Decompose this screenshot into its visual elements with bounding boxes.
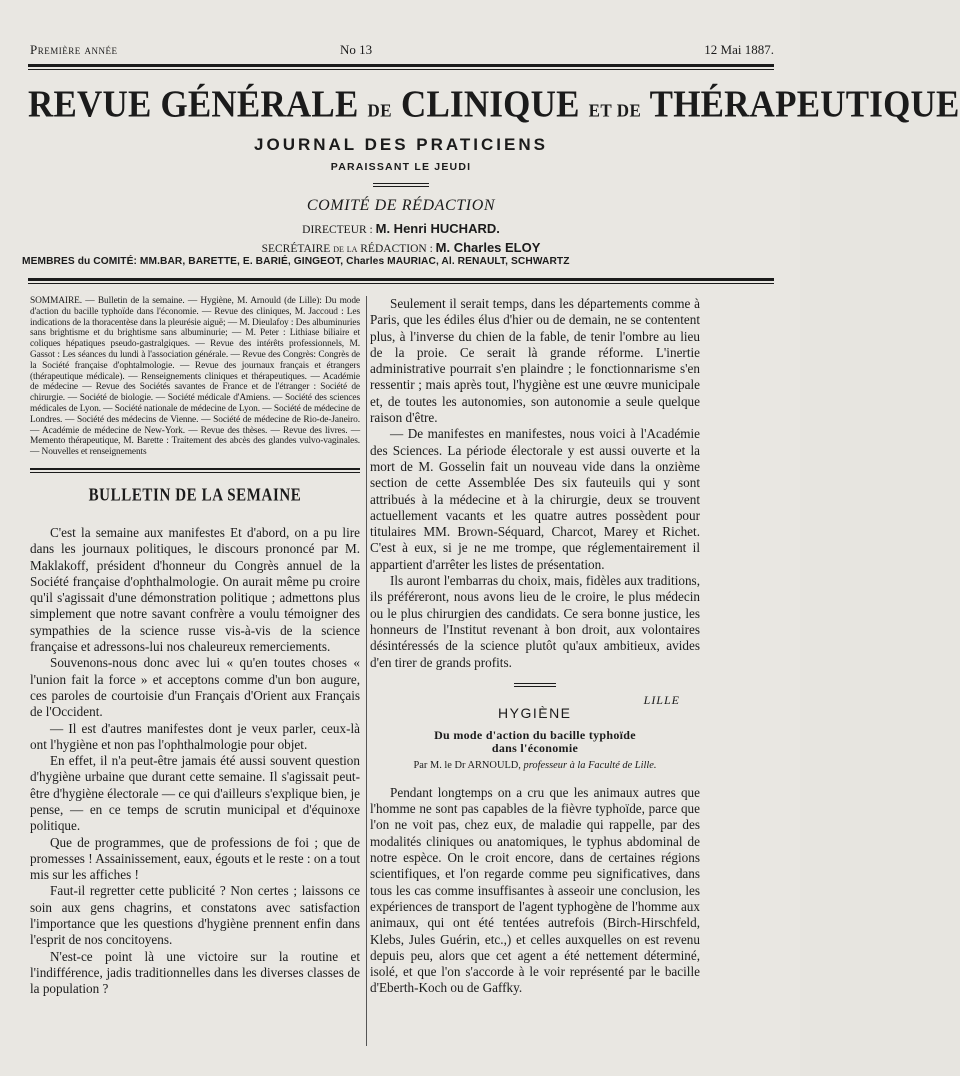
secretary-label: SECRÉTAIRE de la RÉDACTION : — [261, 243, 433, 255]
masthead-frequency: PARAISSANT LE JEUDI — [330, 161, 472, 173]
byline-role: professeur à la Faculté de Lille. — [523, 759, 657, 771]
director-name: M. Henri HUCHARD. — [375, 221, 500, 236]
editorial-committee — [28, 197, 774, 255]
bulletin-continued — [370, 296, 700, 671]
left-column — [30, 296, 360, 998]
article-body — [370, 785, 700, 997]
header-rule — [28, 64, 774, 67]
article-byline — [370, 760, 700, 771]
summary-text: — Bulletin de la semaine. — Hygiène, M. Arnould (de Lille): Du mode d'action du bacille typhoïde dans l'économie. — Revue des cliniques, M. Jaccoud : Les indications de la thoracentèse dans la pleurésie aiguë; — M. Dieulafoy : Des albuminuries sans brightisme et du brightisme sans albuminurie; — M. Peter : Lithiase biliaire et coliques hépatiques pseudo-gastralgiques. — Revue des intérêts professionnels, M. Gassot : Les séances du lundi à l'association générale. — Revue des Congrès: Congrès de la Société française d'ophtalmologie. — Revue des journaux français et étrangers (thérapeutique médicale). — Renseignements cliniques et thérapeutiques. — Académie de médecine — Revue des Sociétés savantes de France et de l'étranger : Société de chirurgie. — Société de biologie. — Société médicale d'Amiens. — Société des sciences médicales de Lyon. — Société nationale de médecine de Lyon. — Société de médecine de Londres. — Société des médecins de Vienne. — Société de médecine de Rio-de-Janeiro. — Académie de médecine de New-York. — Revue des thèses. — Revue des livres. — Memento thérapeutique, M. Barette : Traitement des abcès des glandes vulvo-vaginales. — Nouvelles et renseignements — [30, 296, 360, 458]
director-label: DIRECTEUR : — [302, 224, 373, 236]
masthead — [28, 83, 960, 187]
article-title-line: dans l'économie — [491, 740, 579, 755]
committee-members: MEMBRES du COMITÉ: MM.BAR, BARETTE, E. BARIÉ, GINGEOT, Charles MAURIAC, Al. RENAULT, SCHWARTZ — [22, 256, 570, 267]
column-divider — [366, 296, 367, 1046]
bulletin-body — [30, 525, 360, 998]
paragraph: C'est la semaine aux manifestes Et d'abord, on a pu lire dans les journaux politiques, le discours prononcé par M. Maklakoff, président d'honneur du Congrès annuel de la Société française d'ophthalmologie. On aurait même pu croire qu'il s'agissait d'une démonstration politique ; admettons plus simplement que notre savant confrère a voulu témoigner des sympathies de la science russe vis-à-vis de la science française et adressons-lui nos chaleureux remerciements. — [30, 524, 360, 655]
summary-block — [30, 296, 360, 458]
committee-title: COMITÉ DE RÉDACTION — [306, 197, 496, 214]
paragraph: Souvenons-nous donc avec lui « qu'en toutes choses « l'union fait la force » et acceptons comme d'un bon augure, ces paroles de courtoisie d'un Français d'Orient aux Français de l'Occident. — [30, 655, 360, 720]
summary-label: SOMMAIRE. — [30, 296, 82, 306]
bulletin-heading: BULLETIN DE LA SEMAINE — [88, 486, 302, 506]
paragraph: Ils auront l'embarras du choix, mais, fidèles aux traditions, ils préféreront, nous avons lieu de le croire, le plus médecin ou le plus chirurgien des candidats. Ce sera bonne justice, les honneurs de l'Institut revenant à bon droit, aux volontaires désintéressés de la science plutôt qu'aux ambitieux, avides d'en tirer de grands profits. — [370, 573, 700, 670]
masthead-title — [28, 83, 960, 133]
title-part: THÉRAPEUTIQUE — [649, 83, 960, 126]
ornament-divider — [373, 183, 429, 187]
paragraph: — De manifestes en manifestes, nous voici à l'Académie des Sciences. La période électorale y est aussi ouverte et la mort de M. Gosselin fait un nouveau vide dans la onzième section de cette Assemblée Des six fauteuils qui y sont attribués à la médecine et à la chirurgie, deux se trouvent actuellement vacants et les quatre autres possèdent pour titulaires MM. Brown-Séquard, Charcot, Marey et Richet. C'est à eux, si je ne me trompe, que réglementairement il appartient d'arrêter les listes de présentation. — [370, 426, 700, 572]
section-rule-thin — [28, 283, 774, 284]
section-rule — [28, 278, 774, 281]
byline-author: Par M. le Dr ARNOULD, — [413, 759, 521, 771]
place-name: LILLE — [643, 692, 680, 707]
bulletin-rule-thin — [30, 472, 360, 473]
secretary-name: M. Charles ELOY — [435, 240, 541, 255]
paragraph: Seulement il serait temps, dans les départements comme à Paris, que les édiles élus d'hier ou de demain, ne se contentent plus, à l'inverse du chien de la fable, de tenir l'ombre au lieu de la proie. Ce serait là grande réforme. L'inertie administrative pourrait s'en plaindre ; le fonctionnarisme s'en ressentir ; mais après tout, l'hygiène est une œuvre municipale et, de toutes les autonomies, son autonomie a seule quelque raison d'être. — [370, 296, 700, 426]
issue-number: No 13 — [340, 42, 373, 57]
issue-year: Première année — [30, 42, 118, 57]
paragraph: Faut-il regretter cette publicité ? Non certes ; laissons ce soin aux gens chagrins, et constatons avec satisfaction l'importance que les questions d'hygiène prennent enfin dans l'esprit de nos concitoyens. — [30, 883, 360, 948]
director-line — [28, 221, 774, 236]
paragraph: Que de programmes, que de professions de foi ; que de promesses ! Assainissement, eaux, égouts et le reste : on a tout mis sur les affiches ! — [30, 834, 360, 883]
secretary-line — [28, 240, 774, 255]
right-column — [370, 296, 700, 997]
title-part: REVUE GÉNÉRALE — [28, 83, 359, 126]
paragraph: — Il est d'autres manifestes dont je veux parler, ceux-là ont l'hygiène et non pas l'ophthalmologie pour objet. — [30, 720, 360, 752]
hygiene-header — [370, 687, 700, 721]
masthead-subtitle: JOURNAL DES PRATICIENS — [254, 135, 548, 154]
bulletin-rule — [30, 468, 360, 470]
issue-date: 12 Mai 1887. — [704, 42, 774, 57]
paragraph: N'est-ce point là une victoire sur la routine et l'indifférence, jadis traditionnelles dans les diverses classes de la population ? — [30, 948, 360, 997]
issue-header — [22, 0, 774, 57]
hygiene-heading: HYGIÈNE — [498, 704, 572, 721]
title-part: CLINIQUE — [401, 83, 580, 126]
title-part: ET DE — [588, 100, 642, 121]
paragraph: En effet, il n'a peut-être jamais été aussi souvent question d'hygiène urbaine que durant cette semaine. Il s'agissait peut-être d'hygiène électorale — ce qui d'ailleurs s'explique bien, je pense, — en ce temps de scrutin municipal et d'équinoxe politique. — [30, 753, 360, 834]
paragraph: Pendant longtemps on a cru que les animaux autres que l'homme ne sont pas capables de la fièvre typhoïde, parce que l'on ne voit pas, chez eux, de maladie qui rappelle, par des modalités cliniques ou anatomiques, le typhus abdominal de notre espèce. On le croit encore, dans de certaines régions scientifiques, et l'on regarde comme peu significatives, dans tous les cas comme insuffisantes à asseoir une conclusion, les expériences de transport de l'agent typhogène de l'homme aux animaux, qui ont été tentées autrefois (Birch-Hirschfeld, Klebs, Jules Guérin, etc.,) et celles auxquelles on est revenu depuis peu, alors que cet agent a été nettement déterminé, isolé, et que l'on s'accorde à le voir représenté par le bacille d'Eberth-Koch ou de Gaffky. — [370, 784, 700, 996]
header-rule-thin — [28, 69, 774, 70]
article-title — [370, 729, 700, 755]
article-title-line: Du mode d'action du bacille typhoïde — [434, 727, 636, 742]
title-part: DE — [367, 100, 393, 121]
